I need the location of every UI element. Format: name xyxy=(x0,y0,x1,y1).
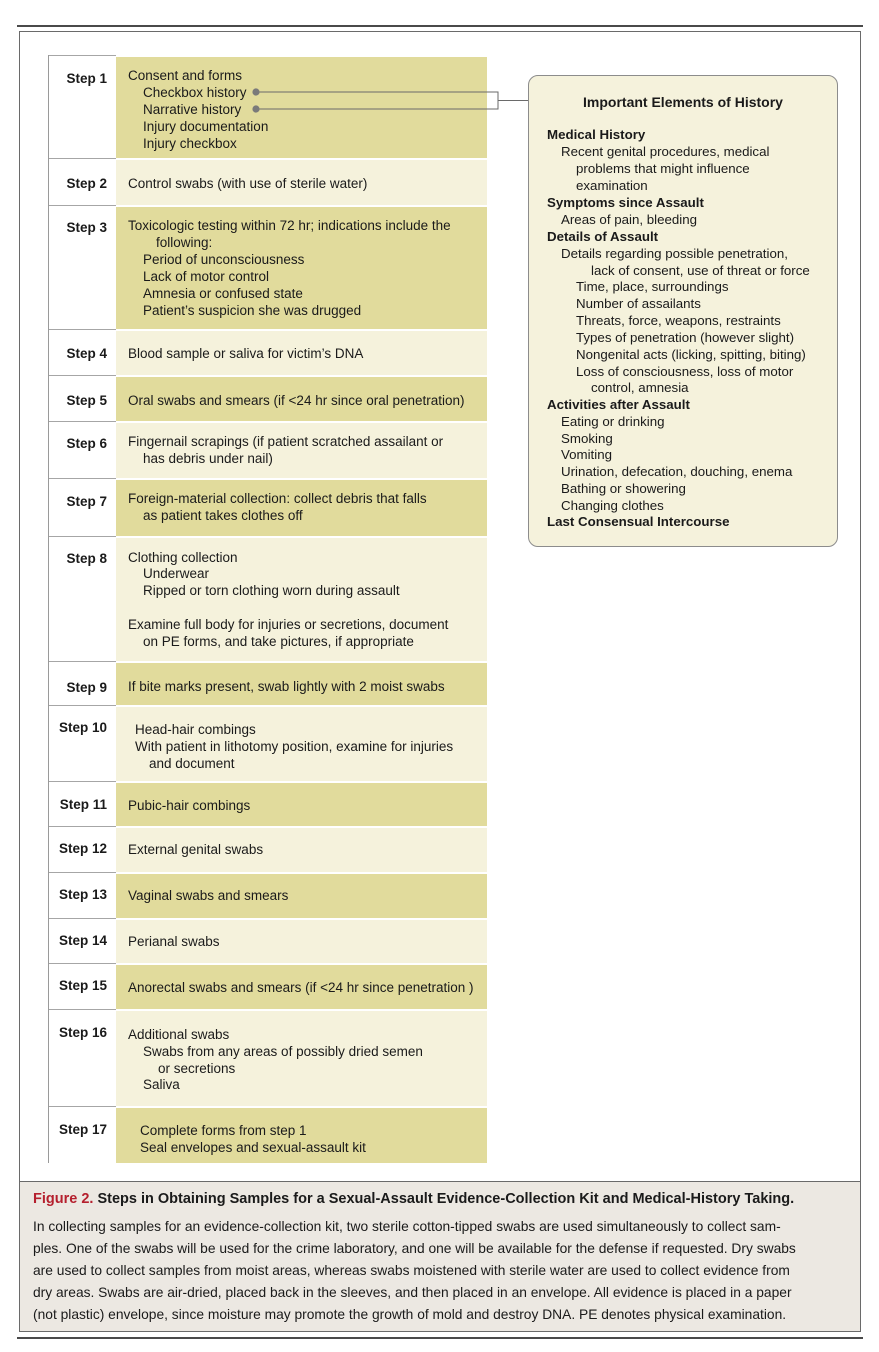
step-label: Step 13 xyxy=(58,887,107,902)
history-item: Nongenital acts (licking, spitting, biting) xyxy=(576,347,806,362)
history-item: Loss of consciousness, loss of motor xyxy=(576,364,794,379)
caption-line: are used to collect samples from moist areas, whereas swabs moistened with sterile water are used to collect evidence from xyxy=(33,1263,790,1278)
step-row xyxy=(49,826,487,872)
step-row xyxy=(49,329,487,375)
step-content xyxy=(116,963,487,1009)
caption-line: ples. One of the swabs will be used for the crime laboratory, and one will be available for the defense if requested. Dry swabs xyxy=(33,1241,796,1256)
step-row xyxy=(49,375,487,421)
history-heading: Last Consensual Intercourse xyxy=(547,514,730,529)
step-line: Blood sample or saliva for victim’s DNA xyxy=(128,346,364,361)
step-line: Clothing collection xyxy=(128,550,238,565)
step-label-cell xyxy=(49,375,116,421)
step-content xyxy=(116,781,487,826)
step-label-cell xyxy=(49,918,116,963)
step-line: Lack of motor control xyxy=(143,269,270,284)
step-label-cell xyxy=(49,1106,116,1163)
step-content xyxy=(116,1009,487,1106)
step-line: Seal envelopes and sexual-assault kit xyxy=(140,1140,366,1155)
step-label-cell xyxy=(49,478,116,536)
step-row xyxy=(49,55,487,158)
caption-title xyxy=(33,1191,794,1207)
step-label-cell xyxy=(49,872,116,918)
caption-line: In collecting samples for an evidence-collection kit, two sterile cotton-tipped swabs are used simultaneously to collect sam- xyxy=(33,1219,781,1234)
history-item: Changing clothes xyxy=(561,498,664,513)
step-line: Ripped or torn clothing worn during assault xyxy=(143,583,400,598)
history-heading: Symptoms since Assault xyxy=(547,195,704,210)
step-line: Complete forms from step 1 xyxy=(140,1123,307,1138)
history-item: problems that might influence xyxy=(576,161,750,176)
step-line: Pubic-hair combings xyxy=(128,798,251,813)
step-label-cell xyxy=(49,158,116,205)
step-label-cell xyxy=(49,963,116,1009)
step-label: Step 6 xyxy=(66,436,107,451)
bottom-rule xyxy=(17,1337,863,1339)
step-line: on PE forms, and take pictures, if appropriate xyxy=(143,634,414,649)
step-line: and document xyxy=(149,756,235,771)
step-label: Step 15 xyxy=(58,978,107,993)
step-label: Step 3 xyxy=(66,220,107,235)
step-content xyxy=(116,55,487,158)
step-content xyxy=(116,918,487,963)
step-label-cell xyxy=(49,55,116,158)
step-line: Perianal swabs xyxy=(128,934,220,949)
step-row xyxy=(49,781,487,826)
step-line: Head-hair combings xyxy=(135,722,256,737)
history-item: Smoking xyxy=(561,431,613,446)
step-row xyxy=(49,963,487,1009)
step-line: Period of unconsciousness xyxy=(143,252,305,267)
step-label-cell xyxy=(49,705,116,781)
step-row xyxy=(49,1009,487,1106)
step-line: Toxicologic testing within 72 hr; indications include the xyxy=(128,218,451,233)
step-content xyxy=(116,661,487,705)
step-line: Checkbox history xyxy=(143,85,247,100)
step-content xyxy=(116,872,487,918)
history-item: Threats, force, weapons, restraints xyxy=(576,313,781,328)
step-content xyxy=(116,329,487,375)
step-label-cell xyxy=(49,205,116,329)
step-line: Oral swabs and smears (if <24 hr since oral penetration) xyxy=(128,393,465,408)
step-label-cell xyxy=(49,536,116,661)
step-line: With patient in lithotomy position, examine for injuries xyxy=(135,739,454,754)
history-item: examination xyxy=(576,178,648,193)
history-item: Vomiting xyxy=(561,447,612,462)
step-content xyxy=(116,826,487,872)
history-box xyxy=(528,75,838,547)
step-line: or secretions xyxy=(158,1061,236,1076)
step-label-cell xyxy=(49,1009,116,1106)
figure-label: Figure 2. xyxy=(33,1191,94,1207)
step-line: External genital swabs xyxy=(128,842,264,857)
figure-caption xyxy=(20,1181,860,1331)
step-line: Injury documentation xyxy=(143,119,269,134)
history-title: Important Elements of History xyxy=(583,94,783,110)
step-line: Examine full body for injuries or secretions, document xyxy=(128,617,449,632)
history-item: Bathing or showering xyxy=(561,481,686,496)
step-line: Anorectal swabs and smears (if <24 hr since penetration ) xyxy=(128,980,474,995)
step-line: Amnesia or confused state xyxy=(143,286,303,301)
step-row xyxy=(49,872,487,918)
step-label-cell xyxy=(49,661,116,705)
step-content xyxy=(116,478,487,536)
step-line: Additional swabs xyxy=(128,1027,230,1042)
step-label: Step 16 xyxy=(58,1025,107,1040)
step-row xyxy=(49,918,487,963)
step-content xyxy=(116,375,487,421)
step-label: Step 10 xyxy=(58,720,107,735)
step-row xyxy=(49,421,487,478)
step-line: Injury checkbox xyxy=(143,136,237,151)
step-row xyxy=(49,536,487,661)
step-label: Step 4 xyxy=(66,346,107,361)
step-row xyxy=(49,158,487,205)
step-label: Step 7 xyxy=(66,494,107,509)
step-label-cell xyxy=(49,421,116,478)
step-row xyxy=(49,705,487,781)
step-line: has debris under nail) xyxy=(143,451,273,466)
step-row xyxy=(49,478,487,536)
caption-line: dry areas. Swabs are air-dried, placed back in the sleeves, and then placed in an envelope. All evidence is placed in a paper xyxy=(33,1285,792,1300)
step-label: Step 12 xyxy=(58,841,107,856)
step-line: Control swabs (with use of sterile water) xyxy=(128,176,368,191)
step-line: Fingernail scrapings (if patient scratched assailant or xyxy=(128,434,444,449)
step-label-cell xyxy=(49,826,116,872)
step-label: Step 11 xyxy=(59,797,107,812)
step-label-cell xyxy=(49,781,116,826)
top-rule xyxy=(17,25,863,27)
step-label: Step 2 xyxy=(66,176,107,191)
step-line: Narrative history xyxy=(143,102,242,117)
step-line: Underwear xyxy=(143,566,210,581)
history-item: Types of penetration (however slight) xyxy=(576,330,795,345)
history-item: Recent genital procedures, medical xyxy=(561,144,770,159)
step-label: Step 9 xyxy=(66,680,107,695)
step-line: Consent and forms xyxy=(128,68,243,83)
step-row xyxy=(49,661,487,705)
step-label: Step 5 xyxy=(66,393,107,408)
history-heading: Medical History xyxy=(547,127,646,142)
history-item: lack of consent, use of threat or force xyxy=(591,263,810,278)
step-line: Vaginal swabs and smears xyxy=(128,888,289,903)
step-content xyxy=(116,1106,487,1163)
history-item: Details regarding possible penetration, xyxy=(561,246,788,261)
steps-table xyxy=(48,55,487,1163)
history-item: Number of assailants xyxy=(576,296,701,311)
step-content xyxy=(116,421,487,478)
caption-line: (not plastic) envelope, since moisture may promote the growth of mold and destroy DNA. PE denotes physical examination. xyxy=(33,1307,787,1322)
step-line: If bite marks present, swab lightly with 2 moist swabs xyxy=(128,679,445,694)
step-label: Step 14 xyxy=(58,933,107,948)
step-label: Step 8 xyxy=(66,551,107,566)
caption-heading: Steps in Obtaining Samples for a Sexual-Assault Evidence-Collection Kit and Medical-History Taking. xyxy=(97,1191,795,1207)
step-label: Step 1 xyxy=(66,71,107,86)
step-label-cell xyxy=(49,329,116,375)
history-item: Areas of pain, bleeding xyxy=(561,212,698,227)
step-content xyxy=(116,205,487,329)
step-content xyxy=(116,705,487,781)
step-line: Saliva xyxy=(143,1077,180,1092)
step-line: following: xyxy=(156,235,213,250)
step-label: Step 17 xyxy=(58,1122,107,1137)
step-line: as patient takes clothes off xyxy=(143,508,303,523)
history-item: control, amnesia xyxy=(591,380,689,395)
history-heading: Details of Assault xyxy=(547,229,659,244)
step-line: Swabs from any areas of possibly dried semen xyxy=(143,1044,423,1059)
step-content xyxy=(116,158,487,205)
step-line: Patient’s suspicion she was drugged xyxy=(143,303,362,318)
history-item: Eating or drinking xyxy=(561,414,665,429)
step-row xyxy=(49,1106,487,1163)
step-row xyxy=(49,205,487,329)
step-line: Foreign-material collection: collect debris that falls xyxy=(128,491,427,506)
history-item: Time, place, surroundings xyxy=(576,279,729,294)
history-item: Urination, defecation, douching, enema xyxy=(561,464,793,479)
history-heading: Activities after Assault xyxy=(547,397,690,412)
step-content xyxy=(116,536,487,661)
